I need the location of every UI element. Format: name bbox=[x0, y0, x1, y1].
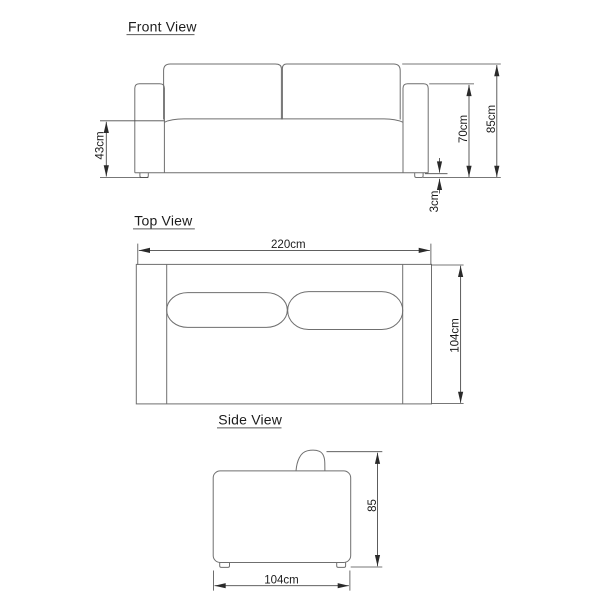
front-armrest-right bbox=[403, 84, 428, 173]
side-height-dimension bbox=[327, 452, 383, 567]
front-view bbox=[95, 18, 501, 212]
side-body-outline bbox=[213, 471, 351, 563]
top-outline bbox=[136, 264, 431, 404]
front-arm-height-label: 70cm bbox=[458, 114, 470, 144]
top-width-dimension bbox=[138, 239, 431, 265]
top-depth-label: 104cm bbox=[449, 318, 462, 353]
front-seat-height-dimension bbox=[95, 121, 165, 177]
front-back-cushion-left bbox=[164, 64, 282, 120]
top-depth-dimension bbox=[432, 265, 464, 404]
top-seat-cushion-left bbox=[167, 293, 288, 328]
top-width-label: 220cm bbox=[271, 238, 306, 251]
side-depth-label: 104cm bbox=[264, 574, 299, 587]
side-depth-dimension bbox=[214, 571, 350, 591]
front-arm-height-dimension bbox=[429, 84, 474, 177]
front-overall-height-label: 85cm bbox=[485, 104, 498, 134]
top-view bbox=[133, 213, 464, 404]
side-leg-right bbox=[337, 563, 346, 568]
front-back-cushion-right bbox=[282, 64, 400, 120]
front-leg-right bbox=[415, 173, 423, 178]
front-overall-height-dimension bbox=[402, 64, 501, 177]
front-leg-height-label: 3cm bbox=[428, 190, 441, 213]
top-seat-cushion-right bbox=[288, 292, 403, 330]
front-seat-height-label: 43cm bbox=[94, 131, 107, 160]
front-view-title: Front View bbox=[128, 18, 197, 35]
side-view-title: Side View bbox=[218, 411, 283, 428]
side-backrest-hump bbox=[296, 450, 325, 471]
side-leg-left bbox=[220, 563, 230, 568]
front-leg-left bbox=[140, 173, 148, 178]
front-seat-line bbox=[164, 119, 403, 122]
side-height-label: 85 bbox=[366, 499, 379, 512]
front-armrest-left bbox=[135, 84, 165, 173]
side-view bbox=[213, 412, 382, 591]
top-view-title: Top View bbox=[134, 212, 193, 229]
